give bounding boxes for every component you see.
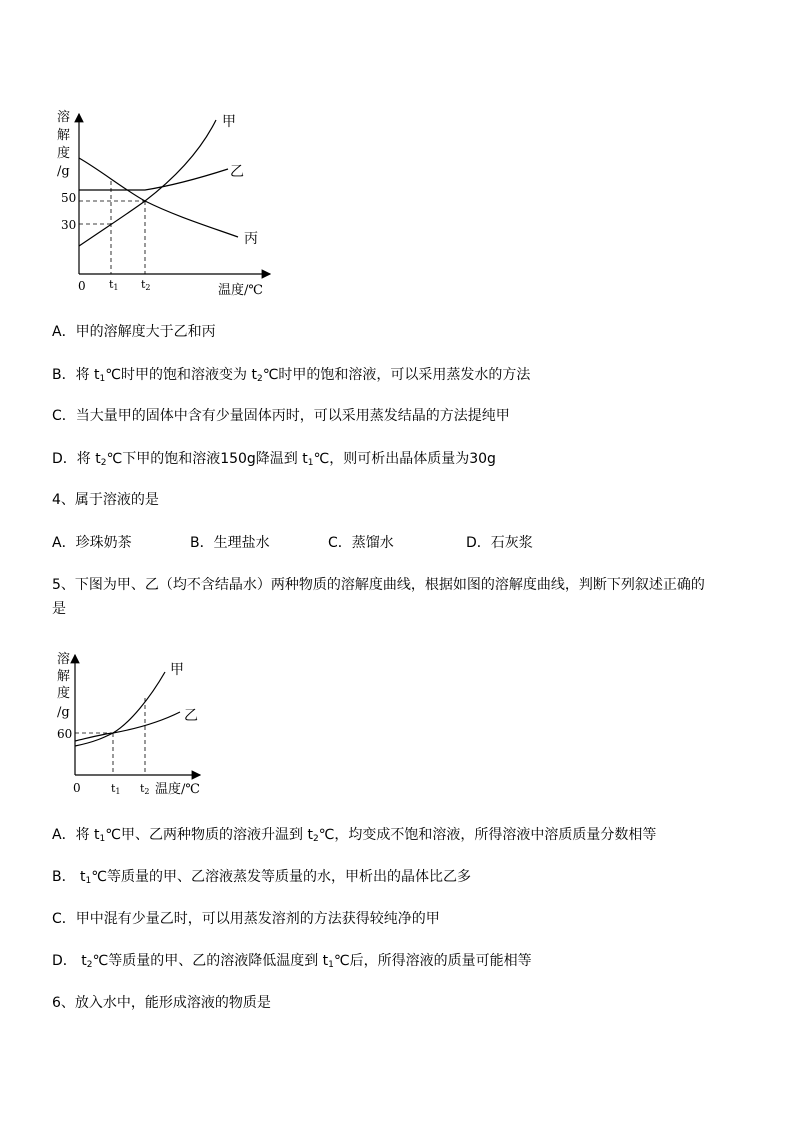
chart2-curve-jia: [75, 672, 165, 746]
q5-option-c: C．甲中混有少量乙时，可以用蒸发溶剂的方法获得较纯净的甲: [52, 911, 440, 927]
chart1-y-label-1: 溶: [57, 110, 71, 125]
q3-option-c: C．当大量甲的固体中含有少量固体丙时，可以采用蒸发结晶的方法提纯甲: [52, 408, 510, 424]
chart1-series-bing: 丙: [244, 231, 258, 247]
chart2-series-yi: 乙: [184, 708, 198, 724]
chart2-curve-yi: [75, 712, 180, 741]
chart2-x-tick-t1: t1: [111, 782, 121, 796]
q3-option-a: A．甲的溶解度大于乙和丙: [52, 324, 216, 340]
chart2-x-label: 温度/℃: [155, 782, 200, 797]
chart1-y-label-4: /g: [57, 164, 70, 179]
q4-option-c: C．蒸馏水: [328, 535, 394, 551]
chart2-series-jia: 甲: [170, 662, 184, 678]
q5-stem-line1: 5、下图为甲、乙（均不含结晶水）两种物质的溶解度曲线，根据如图的溶解度曲线，判断下列叙述正确的: [52, 577, 705, 593]
chart2-y-label-2: 解: [57, 669, 71, 684]
chart1-x-label: 温度/℃: [218, 283, 263, 298]
chart1-origin: 0: [78, 279, 86, 293]
chart1-series-jia: 甲: [222, 114, 236, 130]
q3-option-d: D．将 $t_2℃$下甲的饱和溶液150g降温到 $t_1℃$，则可析出晶体质量为30g: [52, 451, 496, 468]
chart2-y-label-3: 度: [57, 686, 71, 701]
chart1-x-tick-t2: t2: [141, 278, 151, 292]
q5-stem-line2: 是: [52, 601, 66, 617]
chart2-y-tick-60: 60: [57, 727, 73, 741]
chart1-y-label-2: 解: [57, 128, 71, 143]
chart1-y-tick-50: 50: [61, 191, 77, 205]
q5-option-d: D． $t_2℃$等质量的甲、乙的溶液降低温度到 $t_1℃$后，所得溶液的质量可能相等: [52, 953, 532, 970]
chart1-series-yi: 乙: [230, 164, 244, 180]
chart2-origin: 0: [73, 781, 81, 795]
chart1-y-label-3: 度: [57, 146, 71, 161]
chart1-x-tick-t1: t1: [109, 278, 119, 292]
q5-option-b: B． $t_1℃$等质量的甲、乙溶液蒸发等质量的水，甲析出的晶体比乙多: [52, 869, 472, 886]
q6-stem: 6、放入水中，能形成溶液的物质是: [52, 995, 271, 1011]
q5-option-a: A．将 $t_1℃$甲、乙两种物质的溶液升温到 $t_2℃$，均变成不饱和溶液，所得溶液中溶质质量分数相等: [52, 827, 657, 844]
chart2-y-label-4: /g: [57, 705, 70, 720]
chart2-y-label-1: 溶: [57, 652, 71, 667]
q4-option-d: D．石灰浆: [466, 535, 533, 551]
q4-option-a: A．珍珠奶茶: [52, 535, 132, 551]
q4-option-b: B．生理盐水: [190, 535, 270, 551]
q3-option-b: B．将 $t_1℃$时甲的饱和溶液变为 $t_2℃$时甲的饱和溶液，可以采用蒸发水的方法: [52, 367, 531, 384]
chart2-x-tick-t2: t2: [140, 782, 150, 796]
q4-stem: 4、属于溶液的是: [52, 492, 159, 508]
chart1-y-tick-30: 30: [61, 218, 77, 232]
